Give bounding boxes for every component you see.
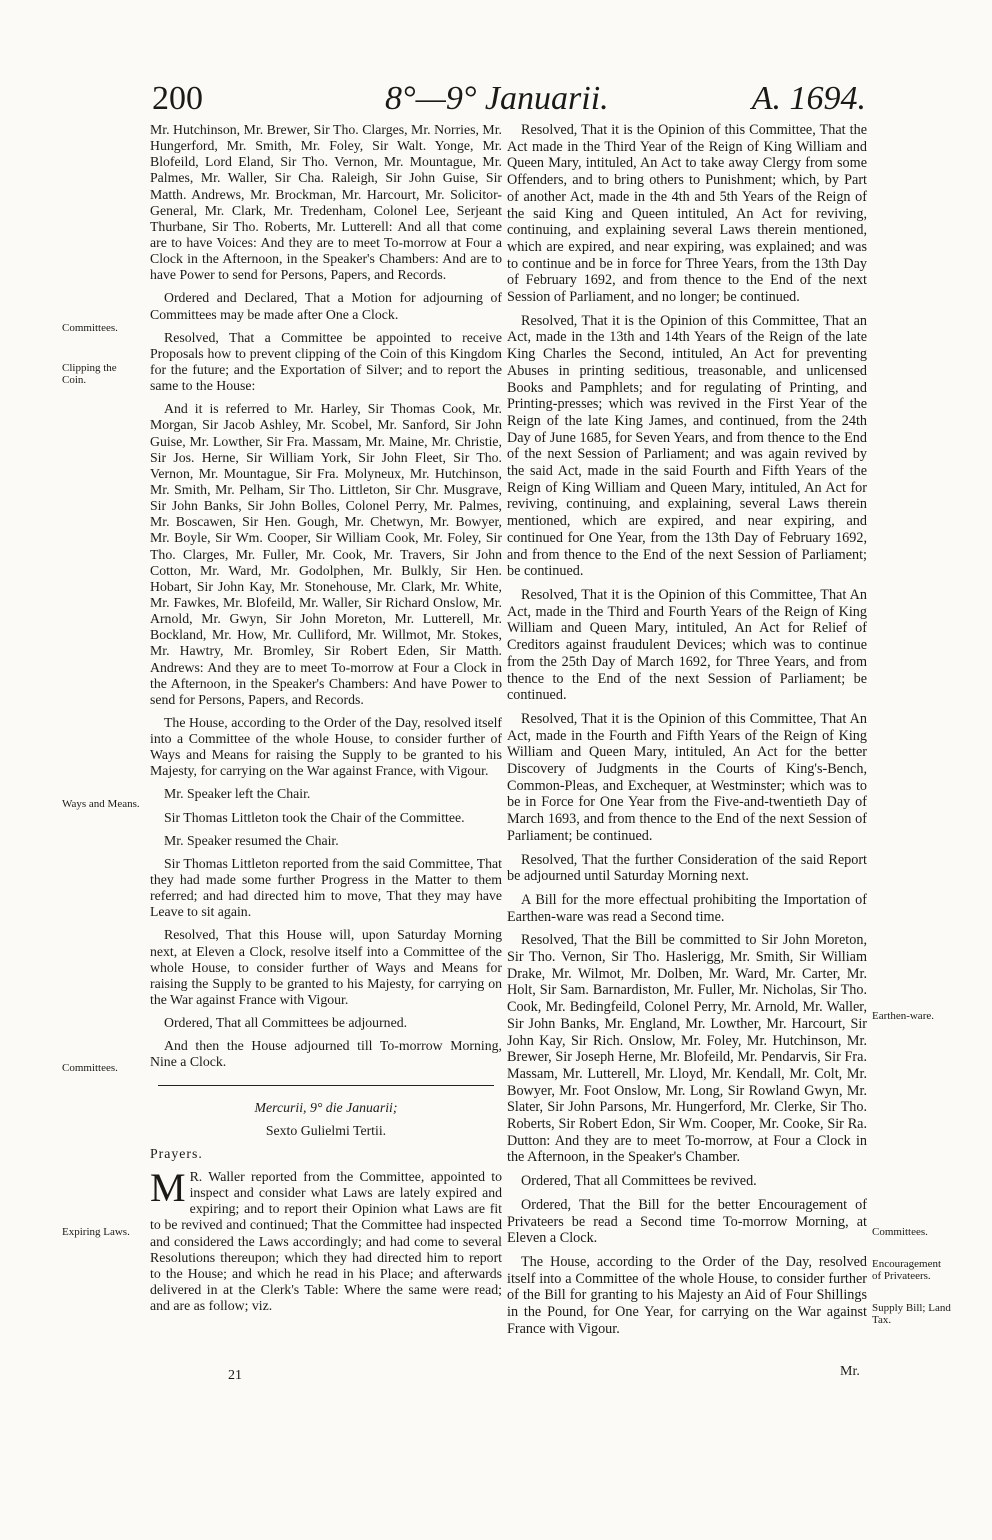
paragraph: Sir Thomas Littleton reported from the said Committee, That they had made some further Progress in the Matter to them referred; and had directed him to move, That they may have Leave to sit again. — [150, 855, 502, 920]
paragraph: Sir Thomas Littleton took the Chair of the Committee. — [164, 809, 465, 825]
margin-note: Earthen-ware. — [872, 1010, 934, 1022]
paragraph: Resolved, That the Bill be committed to Sir John Moreton, Sir Tho. Vernon, Sir Tho. Haslerigg, Mr. Smith, Sir William Drake, Mr. Wilmot, Mr. Dolben, Mr. Ward, Mr. Carter, Mr. Holt, Sir Sam. Barnardiston, Mr. Fuller, Mr. Nicholas, Sir Tho. Cook, Mr. Bedingfeild, Colonel Perry, Mr. Arnold, Mr. Waller, Sir John Banks, Mr. England, Mr. Lowther, Mr. Harcourt, Sir John Kay, Sir Rich. Onslow, Mr. Foley, Mr. Hutchinson, Mr. Brewer, Sir Joseph Herne, Mr. Blofeild, Mr. Pendarvis, Sir Fra. Massam, Mr. Lutterell, Mr. Lloyd, Mr. Kendall, Mr. Colt, Mr. Bowyer, Mr. Foot Onslow, Mr. Long, Sir Rowland Gwyn, Mr. Slater, Sir John Parsons, Mr. Hungerford, Mr. Clerke, Sir Tho. Roberts, Sir Robert Edon, Sir Wm. Cooper, Mr. Cooke, Sir Ra. Dutton: And they are to meet To-morrow, at Four a Clock in the Afternoon, in the Speaker's Chamber. — [507, 932, 867, 1166]
paragraph: Ordered, That the Bill for the better Encouragement of Privateers be read a Second time To-morrow Morning, at Eleven a Clock. — [507, 1196, 867, 1247]
margin-note: Clipping the Coin. — [62, 362, 117, 386]
paragraph: Ordered, That all Committees be revived. — [521, 1173, 757, 1190]
catchword: Mr. — [840, 1364, 860, 1379]
paragraph: And then the House adjourned till To-morrow Morning, Nine a Clock. — [150, 1038, 502, 1070]
paragraph: Resolved, That it is the Opinion of this Committee, That an Act, made in the 13th and 14th Years of the Reign of the late King Charles the Second, intituled, An Act for preventing Abuses in printing seditious, treasonable, and unlicensed Books and Pamphlets; and for regulating of Printing, and Printing-presses; which was revived in the First Year of the Reign of the late King James, and continued, from the 24th Day of June 1685, for Seven Years, and from thence to the End of the next Session of Parliament; and was again revived by the said Act, made in the said Fourth and Fifth Years of the Reign of King William and Queen Mary, intituled, An Act for reviving, continuing, and explaining, several Laws therein mentioned, which are expired, and near expiring, and continued for One Year, from the 13th Day of February 1692, and from thence to the End of the next Session of Parliament; be continued. — [507, 312, 867, 580]
paragraph: Resolved, That the further Consideration of the said Report be adjourned until Saturday Morning next. — [507, 851, 867, 885]
paragraph: And it is referred to Mr. Harley, Sir Thomas Cook, Mr. Morgan, Sir Jacob Ashley, Mr. Scobel, Mr. Sanford, Sir John Guise, Mr. Lowther, Sir Fra. Massam, Mr. Maine, Mr. Christie, Sir Jos. Herne, Sir William York, Sir John Fleet, Sir Tho. Vernon, Mr. Mountague, Sir Fra. Molyneux, Mr. Hutchinson, Mr. Smith, Mr. Pelham, Sir Tho. Littleton, Sir Chr. Musgrave, Sir John Banks, Sir John Bolles, Colonel Perry, Mr. Palmes, Mr. Boscawen, Sir Hen. Gough, Mr. Chetwyn, Mr. Bowyer, Mr. Boyle, Sir Wm. Cooper, Sir William Cook, Mr. Foley, Sir Tho. Clarges, Mr. Fuller, Mr. Cook, Mr. Travers, Sir John Cotton, Mr. Ward, Mr. Godolphen, Mr. Bulkly, Sir Hen. Hobart, Sir John Kay, Mr. Stonehouse, Mr. Clark, Mr. White, Mr. Fawkes, Mr. Blofeild, Mr. Waller, Sir Richard Onslow, Mr. Arnold, Mr. Gwyn, Sir John Moreton, Mr. Lutterell, Mr. Bockland, Mr. How, Mr. Culliford, Mr. Willmot, Mr. Stokes, Mr. Hawtry, Mr. Bromley, Sir Robert Eden, Sir Matth. Andrews: And they are to meet To-morrow at Four a Clock in the Afternoon, in the Speaker's Chambers: And have Power to send for Persons, Papers, and Records. — [150, 401, 502, 707]
paragraph: Mr. Speaker resumed the Chair. — [164, 832, 339, 848]
day-heading: Mercurii, 9° die Januarii; — [254, 1099, 398, 1115]
paragraph: Resolved, That a Committee be appointed to receive Proposals how to prevent clipping of the Coin of this Kingdom for the future; and the Exportation of Silver; and to report the same to the House: — [150, 329, 502, 394]
margin-note: Supply Bill; Land Tax. — [872, 1302, 951, 1326]
paragraph: The House, according to the Order of the Day, resolved itself into a Committee of the whole House, to consider further of the Bill for granting to his Majesty an Aid of Four Shillings in the Pound, for One Year, for carrying on the War against France with Vigour. — [507, 1254, 867, 1337]
margin-note: Committees. — [872, 1226, 928, 1238]
paragraph: A Bill for the more effectual prohibiting the Importation of Earthen-ware was read a Second time. — [507, 891, 867, 925]
page-year: A. 1694. — [751, 80, 866, 117]
paragraph: Ordered and Declared, That a Motion for adjourning of Committees may be made after One a Clock. — [150, 290, 502, 322]
margin-note: Expiring Laws. — [62, 1226, 130, 1238]
drop-cap: M — [150, 1165, 186, 1211]
paragraph: Mr. Hutchinson, Mr. Brewer, Sir Tho. Clarges, Mr. Norries, Mr. Hungerford, Mr. Smith, Mr. Foley, Sir Walt. Yonge, Mr. Blofeild, Lord Eland, Sir Tho. Vernon, Mr. Mountague, Mr. Palmes, Mr. Waller, Sir Cha. Raleigh, Sir John Guise, Sir Matth. Andrews, Mr. Brockman, Mr. Harcourt, Mr. Solicitor-General, Mr. Clark, Mr. Tredenham, Colonel Lee, Serjeant Thurbane, Sir Tho. Roberts, Mr. Lutterell: And all that come are to have Voices: And they are to meet To-morrow at Four a Clock in the Afternoon, in the Speaker's Chambers: And are to have Power to send for Persons, Papers, and Records. — [150, 122, 502, 283]
day-subheading: Sexto Gulielmi Tertii. — [265, 1122, 387, 1138]
margin-note: Committees. — [62, 322, 118, 334]
left-column — [150, 122, 502, 1321]
signature-mark: 21 — [228, 1368, 242, 1383]
paragraph: Mr. Speaker left the Chair. — [164, 786, 311, 802]
paragraph: Resolved, That it is the Opinion of this Committee, That An Act, made in the Third and Fourth Years of the Reign of King William and Queen Mary, intituled, An Act for Relief of Creditors against fraudulent Devices; which was to continue from the 25th Day of March 1692, for Three Years, and from thence to the End of the next Session of Parliament; be continued. — [507, 586, 867, 704]
margin-note: Committees. — [62, 1062, 118, 1074]
paragraph-text: R. Waller reported from the Committee, appointed to inspect and consider what Laws are lately expired and expiring; and to report their Opinion what Laws are fit to be revived and continued; That the Committee had inspected and considered the Laws accordingly; and had come to several Resolutions thereupon; which they had directed him to report to the House; and which he read in his Place; and afterwards delivered in at the Clerk's Table: Where the same were read; and are as follow; viz. — [150, 1169, 502, 1314]
paragraph: Ordered, That all Committees be adjourned. — [164, 1015, 408, 1031]
margin-note: Ways and Means. — [62, 798, 140, 810]
expiring-laws-paragraph — [150, 1165, 502, 1314]
paragraph: The House, according to the Order of the Day, resolved itself into a Committee of the whole House, to consider further of Ways and Means for raising the Supply to be granted to his Majesty, for carrying on the War against France, with Vigour. — [150, 714, 502, 779]
paragraph: Resolved, That this House will, upon Saturday Morning next, at Eleven a Clock, resolve itself into a Committee of the whole House, to consider further of Ways and Means for raising the Supply to be granted to his Majesty, for carrying on the War against France with Vigour. — [150, 927, 502, 1008]
page-number: 200 — [152, 80, 203, 117]
section-divider — [158, 1085, 494, 1086]
page-date: 8°—9° Januarii. — [385, 80, 609, 117]
margin-note: Encouragement of Privateers. — [872, 1258, 942, 1282]
prayers-label: Prayers. — [150, 1145, 203, 1161]
paragraph: Resolved, That it is the Opinion of this Committee, That the Act made in the Third Year of the Reign of King William and Queen Mary, intituled, An Act to take away Clergy from some Offenders, and to bring others to Punishment; which, by Part of another Act, made in the 4th and 5th Years of the Reign of the said King and Queen intituled, An Act for reviving, continuing, and explaining several Laws therein mentioned, which are expired, and near expiring, was explained; and was to continue and be in force for Three Years, from the 13th Day of February 1692, and from thence to the End of the next Session of Parliament, and no longer; be continued. — [507, 122, 867, 306]
paragraph: Resolved, That it is the Opinion of this Committee, That An Act, made in the Fourth and Fifth Years of the Reign of King William and Queen Mary, intituled, An Act for the better Discovery of Judgments in the Courts of King's-Bench, Common-Pleas, and Exchequer, at Westminster; which was to be in Force for One Year from the Five-and-twentieth Day of March 1693, and from thence to the End of the next Session of Parliament; be continued. — [507, 710, 867, 844]
right-column — [507, 122, 867, 1345]
